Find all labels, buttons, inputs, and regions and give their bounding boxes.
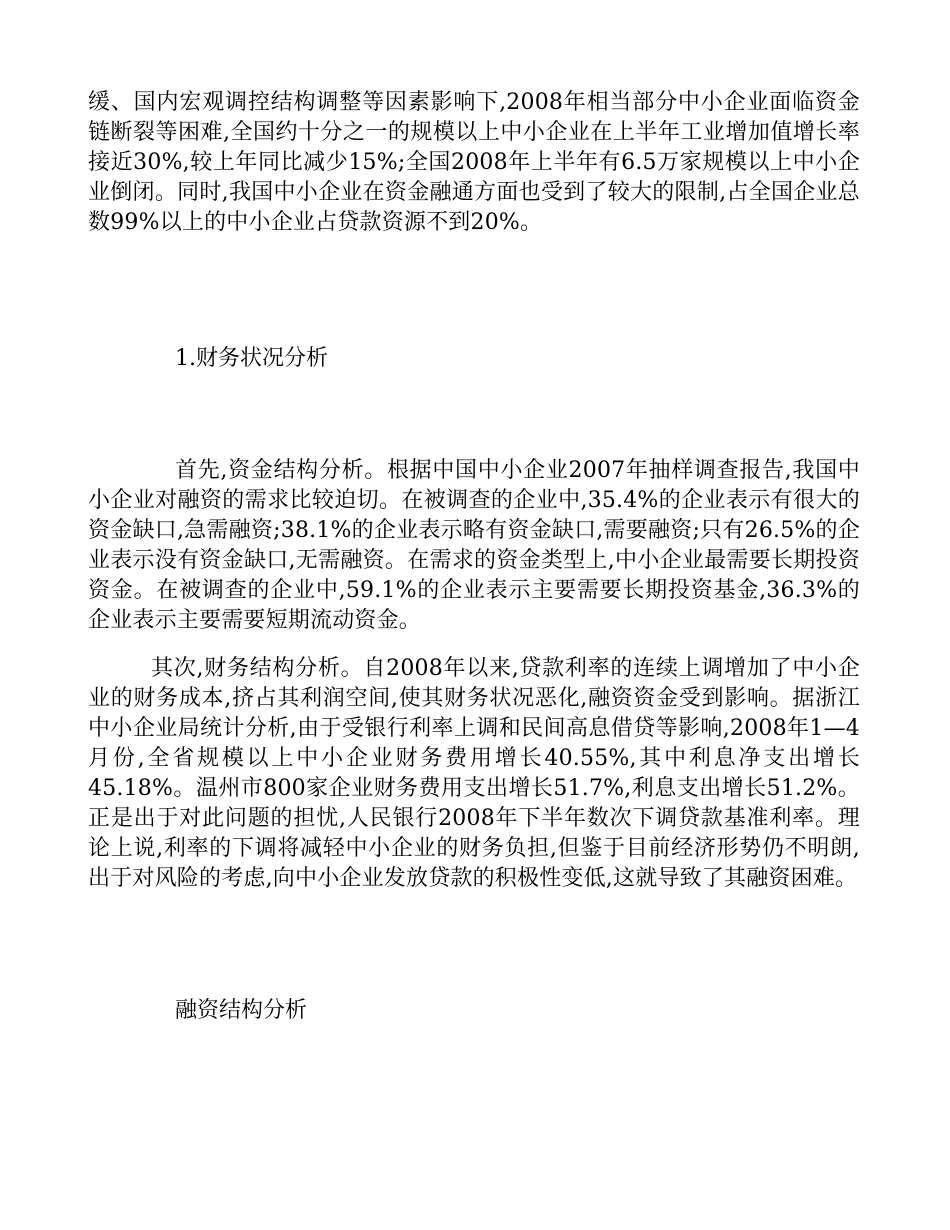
paragraph-financial-structure: 其次,财务结构分析。自2008年以来,贷款利率的连续上调增加了中小企业的财务成本,挤占其利润空间,使其财务状况恶化,融资资金受到影响。据浙江中小企业局统计分析,由于受银行利率上调和民间高息借贷等影响,2008年1—4月份,全省规模以上中小企业财务费用增长40.55%,其中利息净支出增长45.18%。温州市800家企业财务费用支出增长51.7%,利息支出增长51.2%。正是出于对此问题的担忧,人民银行2008年下半年数次下调贷款基准利率。理论上说,利率的下调将减轻中小企业的财务负担,但鉴于目前经济形势仍不明朗,出于对风险的考虑,向中小企业发放贷款的积极性变低,这就导致了其融资困难。 [88, 656, 860, 891]
paragraph-intro: 缓、国内宏观调控结构调整等因素影响下,2008年相当部分中小企业面临资金链断裂等困难,全国约十分之一的规模以上中小企业在上半年工业增加值增长率接近30%,较上年同比减少15%;全国2008年上半年有6.5万家规模以上中小企业倒闭。同时,我国中小企业在资金融通方面也受到了较大的限制,占全国企业总数99%以上的中小企业占贷款资源不到20%。 [88, 90, 860, 235]
section-heading-financial-status: 1.财务状况分析 [175, 346, 328, 371]
paragraph-capital-structure: 首先,资金结构分析。根据中国中小企业2007年抽样调查报告,我国中小企业对融资的需求比较迫切。在被调查的企业中,35.4%的企业表示有很大的资金缺口,急需融资;38.1%的企业表示略有资金缺口,需要融资;只有26.5%的企业表示没有资金缺口,无需融资。在需求的资金类型上,中小企业最需要长期投资资金。在被调查的企业中,59.1%的企业表示主要需要长期投资基金,36.3%的企业表示主要需要短期流动资金。 [88, 458, 860, 633]
section-heading-financing-structure: 融资结构分析 [175, 998, 308, 1023]
